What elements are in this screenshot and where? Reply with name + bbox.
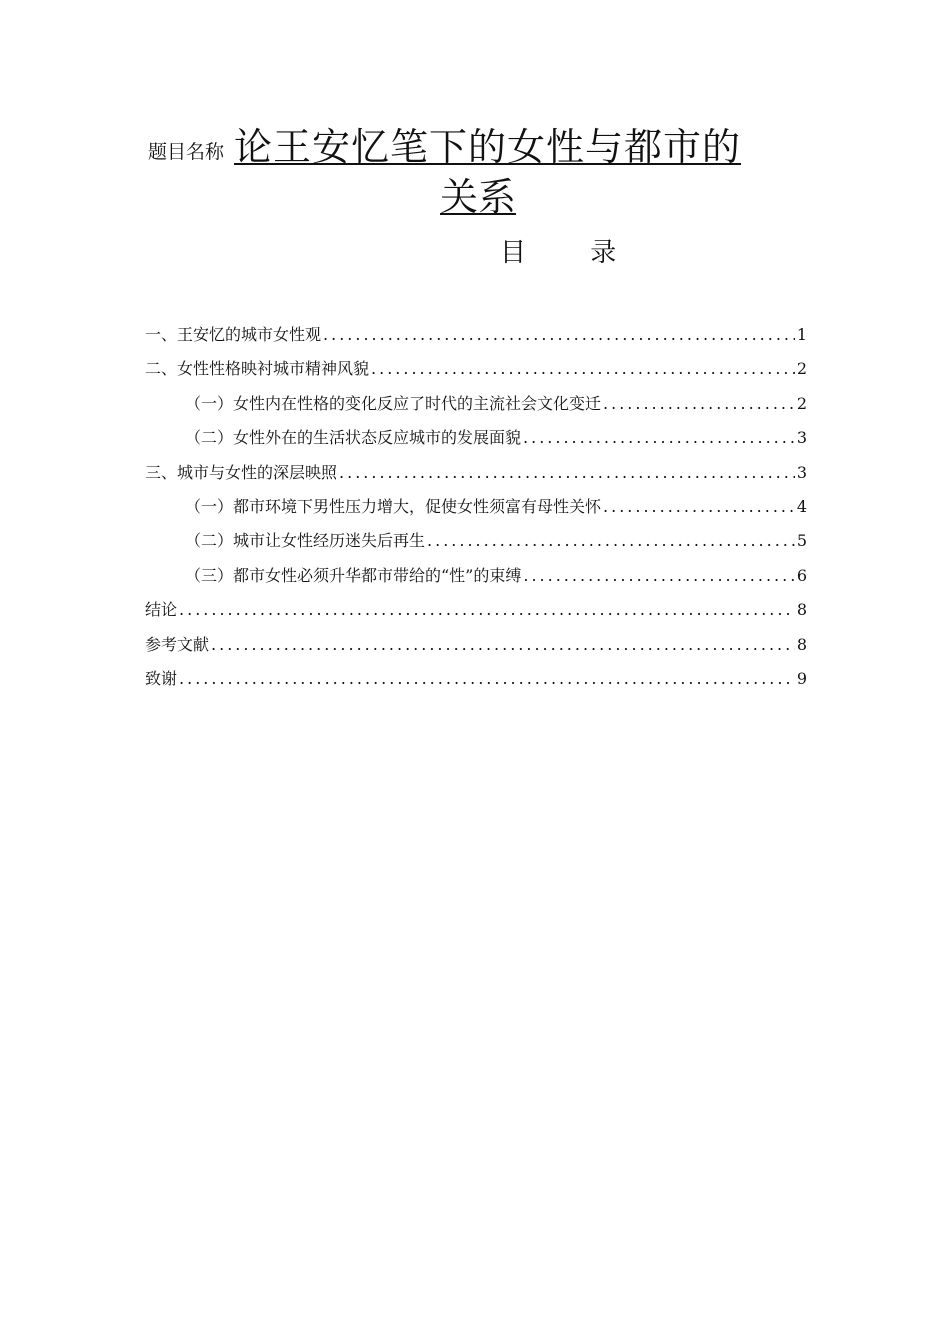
toc-leader-dots (523, 428, 795, 447)
toc-entry-label: （二）女性外在的生活状态反应城市的发展面貌 (185, 428, 522, 448)
toc-entry-label: 致谢 (145, 668, 178, 688)
toc-entry-label: （一）女性内在性格的变化反应了时代的主流社会文化变迁 (185, 393, 602, 413)
title-label: 题目名称 (148, 141, 225, 163)
toc-entry-page: 3 (796, 428, 807, 448)
toc-entry-label: 参考文献 (145, 634, 210, 654)
toc-leader-dots (179, 669, 795, 688)
toc-entry-label: 二、女性性格映衬城市精神风貌 (145, 359, 370, 379)
toc-leader-dots (427, 531, 795, 550)
toc-entry-page: 8 (796, 600, 807, 620)
toc-heading: 目 录 (500, 238, 645, 268)
toc-entry-label: （一）都市环境下男性压力增大，促使女性须富有母性关怀 (185, 496, 602, 516)
toc-entry-label: （二）城市让女性经历迷失后再生 (185, 531, 426, 551)
toc-entry[interactable] (145, 666, 807, 700)
thesis-title: 论王安忆笔下的女性与都市的 (234, 125, 742, 169)
toc-subentry[interactable] (145, 494, 807, 528)
toc-entry-page: 2 (796, 359, 807, 379)
toc-leader-dots (603, 394, 795, 413)
toc-subentry[interactable] (145, 528, 807, 562)
title-line (148, 122, 818, 170)
toc-entry-page: 1 (796, 325, 807, 344)
toc-subentry[interactable] (145, 391, 807, 425)
toc-leader-dots (323, 325, 795, 344)
toc-entry-page: 6 (796, 565, 807, 585)
toc-entry-label: 三、城市与女性的深层映照 (145, 462, 338, 482)
toc-leader-dots (339, 463, 795, 482)
toc-leader-dots (211, 635, 795, 654)
toc-entry-label: 结论 (145, 600, 178, 620)
title-block (148, 122, 818, 219)
toc-entry[interactable] (145, 356, 807, 390)
toc-entry-page: 8 (796, 634, 807, 654)
toc-subentry[interactable] (145, 425, 807, 459)
toc-entry-page: 5 (796, 531, 807, 551)
table-of-contents (145, 322, 807, 700)
toc-entry-page: 9 (796, 668, 807, 688)
toc-entry[interactable] (145, 322, 807, 356)
toc-leader-dots (603, 497, 795, 516)
toc-entry[interactable] (145, 632, 807, 666)
toc-leader-dots (371, 359, 795, 378)
toc-entry-page: 2 (796, 393, 807, 413)
toc-entry-label: 一、王安忆的城市女性观 (145, 325, 322, 344)
toc-entry[interactable] (145, 460, 807, 494)
toc-entry[interactable] (145, 597, 807, 631)
toc-entry-page: 4 (796, 496, 807, 516)
toc-subentry[interactable] (145, 563, 807, 597)
thesis-title-continued: 关系 (439, 175, 516, 219)
toc-leader-dots (523, 566, 794, 585)
toc-entry-page: 3 (796, 462, 807, 482)
toc-entry-label: （三）都市女性必须升华都市带给的“性”的束缚 (185, 565, 522, 585)
toc-leader-dots (179, 600, 795, 619)
